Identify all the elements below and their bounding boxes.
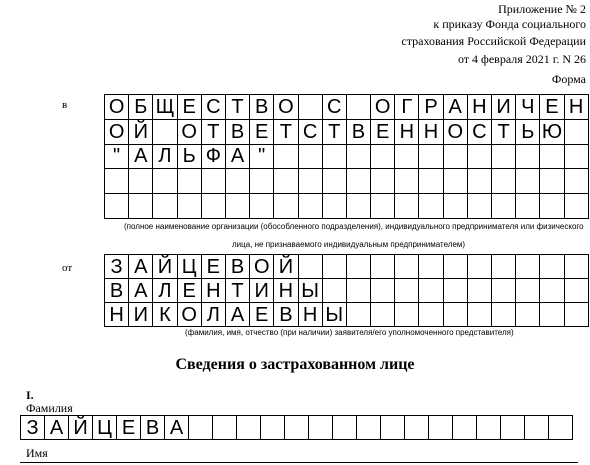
organization-name-cell[interactable] [370,168,395,194]
applicant-name-cell[interactable]: Н [104,302,129,327]
applicant-name-cell[interactable] [515,302,540,327]
organization-name-cell[interactable]: О [273,94,298,120]
applicant-name-cell[interactable] [539,254,564,279]
organization-name-cell[interactable] [298,168,323,194]
applicant-name-cell[interactable] [491,302,516,327]
organization-name-cell[interactable] [539,168,564,194]
applicant-name-cell[interactable]: Е [177,278,202,303]
surname-cell[interactable] [308,415,333,440]
organization-name-cell[interactable] [394,193,419,219]
organization-name-cell[interactable] [443,144,468,170]
applicant-name-cell[interactable] [370,278,395,303]
organization-name-cell[interactable] [539,144,564,170]
applicant-name-cell[interactable] [418,302,443,327]
applicant-name-cell[interactable]: О [177,302,202,327]
order-date: от 4 февраля 2021 г. N 26 [457,52,586,66]
organization-name-cell[interactable] [104,193,129,219]
organization-name-cell[interactable] [515,168,540,194]
surname-cell[interactable]: Ц [92,415,117,440]
fund-name: страхования Российской Федерации [401,34,586,48]
applicant-name-cell[interactable]: Й [152,254,177,279]
organization-name-cell[interactable]: Н [467,94,492,120]
applicant-name-cell[interactable]: А [128,254,153,279]
surname-cell[interactable] [260,415,285,440]
organization-name-cell[interactable]: И [491,94,516,120]
organization-name-cell[interactable] [443,168,468,194]
organization-name-cell[interactable] [322,193,347,219]
organization-name-cell[interactable] [467,193,492,219]
organization-name-cell[interactable] [515,144,540,170]
name-label: Имя [26,446,48,460]
document-title: Сведения о застрахованном лице [175,356,415,373]
applicant-name-cell[interactable] [443,278,468,303]
surname-cell[interactable] [404,415,429,440]
organization-name-cell[interactable] [177,168,202,194]
organization-name-cell[interactable] [491,144,516,170]
applicant-name-cell[interactable] [491,254,516,279]
organization-name-cell[interactable]: Й [128,119,153,145]
organization-name-cell[interactable] [249,168,274,194]
applicant-name-cell[interactable] [539,278,564,303]
organization-name-cell[interactable]: А [443,94,468,120]
applicant-name-cell[interactable]: А [225,302,250,327]
applicant-name-cell[interactable] [322,254,347,279]
organization-name-cell[interactable] [467,144,492,170]
organization-name-cell[interactable] [491,168,516,194]
organization-name-cell[interactable]: Е [177,94,202,120]
organization-name-cell[interactable]: Е [370,119,395,145]
surname-cell[interactable] [356,415,381,440]
organization-name-cell[interactable] [346,193,371,219]
applicant-note: (фамилия, имя, отчество (при наличии) заявителя/его уполномоченного представителя) [185,328,514,337]
surname-cell[interactable] [500,415,525,440]
surname-cell[interactable] [452,415,477,440]
applicant-name-cell[interactable] [346,254,371,279]
applicant-name-cell[interactable] [418,254,443,279]
organization-name-cell[interactable] [273,144,298,170]
organization-name-cell[interactable] [201,193,226,219]
organization-name-grid[interactable] [104,94,588,218]
name-underline [20,462,578,463]
organization-name-cell[interactable] [564,168,589,194]
organization-name-cell[interactable]: О [370,94,395,120]
organization-name-cell[interactable] [152,168,177,194]
surname-cell[interactable]: Й [68,415,93,440]
applicant-name-cell[interactable]: И [249,278,274,303]
organization-name-cell[interactable]: Ю [539,119,564,145]
organization-name-cell[interactable]: Б [128,94,153,120]
order-reference: к приказу Фонда социального [433,17,586,31]
organization-name-cell[interactable] [152,119,177,145]
organization-name-cell[interactable]: Щ [152,94,177,120]
organization-name-cell[interactable] [564,119,589,145]
organization-name-cell[interactable]: О [177,119,202,145]
organization-name-cell[interactable] [104,168,129,194]
organization-name-cell[interactable] [225,168,250,194]
applicant-name-cell[interactable] [394,278,419,303]
surname-cell[interactable] [236,415,261,440]
organization-name-cell[interactable]: Р [418,94,443,120]
organization-name-cell[interactable]: С [467,119,492,145]
organization-name-cell[interactable] [418,144,443,170]
applicant-name-cell[interactable]: В [273,302,298,327]
organization-name-cell[interactable]: Ь [177,144,202,170]
organization-name-cell[interactable]: Е [249,119,274,145]
applicant-name-cell[interactable] [370,302,395,327]
applicant-name-cell[interactable]: В [225,254,250,279]
organization-name-cell[interactable]: Л [152,144,177,170]
surname-cell[interactable] [284,415,309,440]
surname-cell[interactable] [188,415,213,440]
applicant-name-cell[interactable]: Й [273,254,298,279]
organization-name-cell[interactable] [370,144,395,170]
organization-name-cell[interactable] [443,193,468,219]
organization-name-cell[interactable]: А [225,144,250,170]
organization-name-cell[interactable]: Н [564,94,589,120]
applicant-name-cell[interactable] [564,302,589,327]
organization-name-cell[interactable] [418,168,443,194]
organization-name-cell[interactable]: Т [201,119,226,145]
organization-name-cell[interactable] [467,168,492,194]
applicant-name-grid[interactable] [104,254,588,326]
organization-note-1: (полное наименование организации (обособленного подразделения), индивидуального предпринимателя или физического [124,222,584,231]
organization-name-cell[interactable] [515,193,540,219]
organization-name-cell[interactable]: С [322,94,347,120]
organization-name-cell[interactable]: С [201,94,226,120]
applicant-name-cell[interactable] [564,254,589,279]
applicant-name-cell[interactable] [370,254,395,279]
applicant-name-cell[interactable]: Л [201,302,226,327]
section-number: I. [26,388,34,402]
surname-cell[interactable] [476,415,501,440]
organization-name-cell[interactable] [394,168,419,194]
form-label: Форма [551,72,586,86]
organization-name-cell[interactable]: В [346,119,371,145]
organization-name-cell[interactable] [201,168,226,194]
applicant-name-cell[interactable]: А [128,278,153,303]
applicant-name-cell[interactable]: Н [298,302,323,327]
organization-name-cell[interactable] [298,144,323,170]
applicant-name-cell[interactable] [515,254,540,279]
organization-name-cell[interactable] [298,193,323,219]
organization-name-cell[interactable]: Т [273,119,298,145]
surname-cell[interactable] [212,415,237,440]
organization-name-cell[interactable] [346,168,371,194]
organization-name-cell[interactable]: В [249,94,274,120]
to-label: в [62,99,68,111]
surname-label: Фамилия [26,401,73,415]
organization-name-cell[interactable]: О [443,119,468,145]
applicant-name-cell[interactable] [491,278,516,303]
applicant-name-cell[interactable] [346,302,371,327]
applicant-name-cell[interactable] [346,278,371,303]
organization-name-cell[interactable]: Г [394,94,419,120]
applicant-name-cell[interactable] [539,302,564,327]
organization-name-cell[interactable] [128,168,153,194]
organization-name-cell[interactable]: Н [418,119,443,145]
from-label: от [62,262,73,274]
organization-name-cell[interactable]: Ч [515,94,540,120]
organization-name-cell[interactable]: О [104,94,129,120]
organization-name-cell[interactable] [394,144,419,170]
organization-name-cell[interactable] [298,94,323,120]
organization-name-cell[interactable]: Н [394,119,419,145]
organization-name-cell[interactable]: Т [225,94,250,120]
applicant-name-cell[interactable]: К [152,302,177,327]
organization-name-cell[interactable] [322,144,347,170]
applicant-name-cell[interactable] [394,302,419,327]
organization-name-cell[interactable]: О [104,119,129,145]
surname-cell[interactable] [332,415,357,440]
surname-grid[interactable] [20,415,572,439]
applicant-name-cell[interactable]: З [104,254,129,279]
organization-name-cell[interactable] [370,193,395,219]
applicant-name-cell[interactable]: Е [249,302,274,327]
organization-name-cell[interactable] [539,193,564,219]
surname-cell[interactable] [548,415,573,440]
organization-name-cell[interactable]: Ь [515,119,540,145]
organization-name-cell[interactable] [249,193,274,219]
applicant-name-cell[interactable]: Ы [322,302,347,327]
applicant-name-cell[interactable] [443,254,468,279]
applicant-name-cell[interactable] [467,254,492,279]
applicant-name-cell[interactable]: Т [225,278,250,303]
organization-name-cell[interactable] [418,193,443,219]
applicant-name-cell[interactable]: И [128,302,153,327]
appendix-number: Приложение № 2 [498,2,586,16]
organization-name-cell[interactable]: Е [539,94,564,120]
applicant-name-cell[interactable] [515,278,540,303]
organization-name-cell[interactable]: Т [322,119,347,145]
applicant-name-cell[interactable]: Н [273,278,298,303]
organization-name-cell[interactable] [346,144,371,170]
surname-cell[interactable]: А [44,415,69,440]
surname-cell[interactable]: А [164,415,189,440]
surname-cell[interactable] [428,415,453,440]
organization-name-cell[interactable]: Т [491,119,516,145]
organization-name-cell[interactable]: А [128,144,153,170]
applicant-name-cell[interactable] [467,278,492,303]
organization-name-cell[interactable] [322,168,347,194]
surname-cell[interactable]: З [20,415,45,440]
surname-cell[interactable]: В [140,415,165,440]
applicant-name-cell[interactable] [322,278,347,303]
organization-name-cell[interactable] [564,144,589,170]
surname-cell[interactable] [380,415,405,440]
applicant-name-cell[interactable]: Ы [298,278,323,303]
organization-name-cell[interactable]: Ф [201,144,226,170]
applicant-name-cell[interactable]: О [249,254,274,279]
organization-name-cell[interactable] [346,94,371,120]
organization-name-cell[interactable] [273,168,298,194]
organization-name-cell[interactable] [491,193,516,219]
applicant-name-cell[interactable]: В [104,278,129,303]
applicant-name-cell[interactable] [418,278,443,303]
applicant-name-cell[interactable]: Л [152,278,177,303]
applicant-name-cell[interactable] [443,302,468,327]
applicant-name-cell[interactable] [394,254,419,279]
organization-name-cell[interactable] [564,193,589,219]
organization-name-cell[interactable]: С [298,119,323,145]
organization-name-cell[interactable] [177,193,202,219]
applicant-name-cell[interactable] [564,278,589,303]
organization-name-cell[interactable] [128,193,153,219]
applicant-name-cell[interactable]: Н [201,278,226,303]
organization-name-cell[interactable] [273,193,298,219]
applicant-name-cell[interactable] [298,254,323,279]
organization-name-cell[interactable] [225,193,250,219]
organization-name-cell[interactable]: " [249,144,274,170]
organization-name-cell[interactable] [152,193,177,219]
applicant-name-cell[interactable]: Е [201,254,226,279]
organization-name-cell[interactable]: " [104,144,129,170]
organization-name-cell[interactable]: В [225,119,250,145]
organization-note-2: лица, не признаваемого индивидуальным предпринимателем) [232,240,466,249]
applicant-name-cell[interactable] [467,302,492,327]
surname-cell[interactable]: Е [116,415,141,440]
surname-cell[interactable] [524,415,549,440]
applicant-name-cell[interactable]: Ц [177,254,202,279]
